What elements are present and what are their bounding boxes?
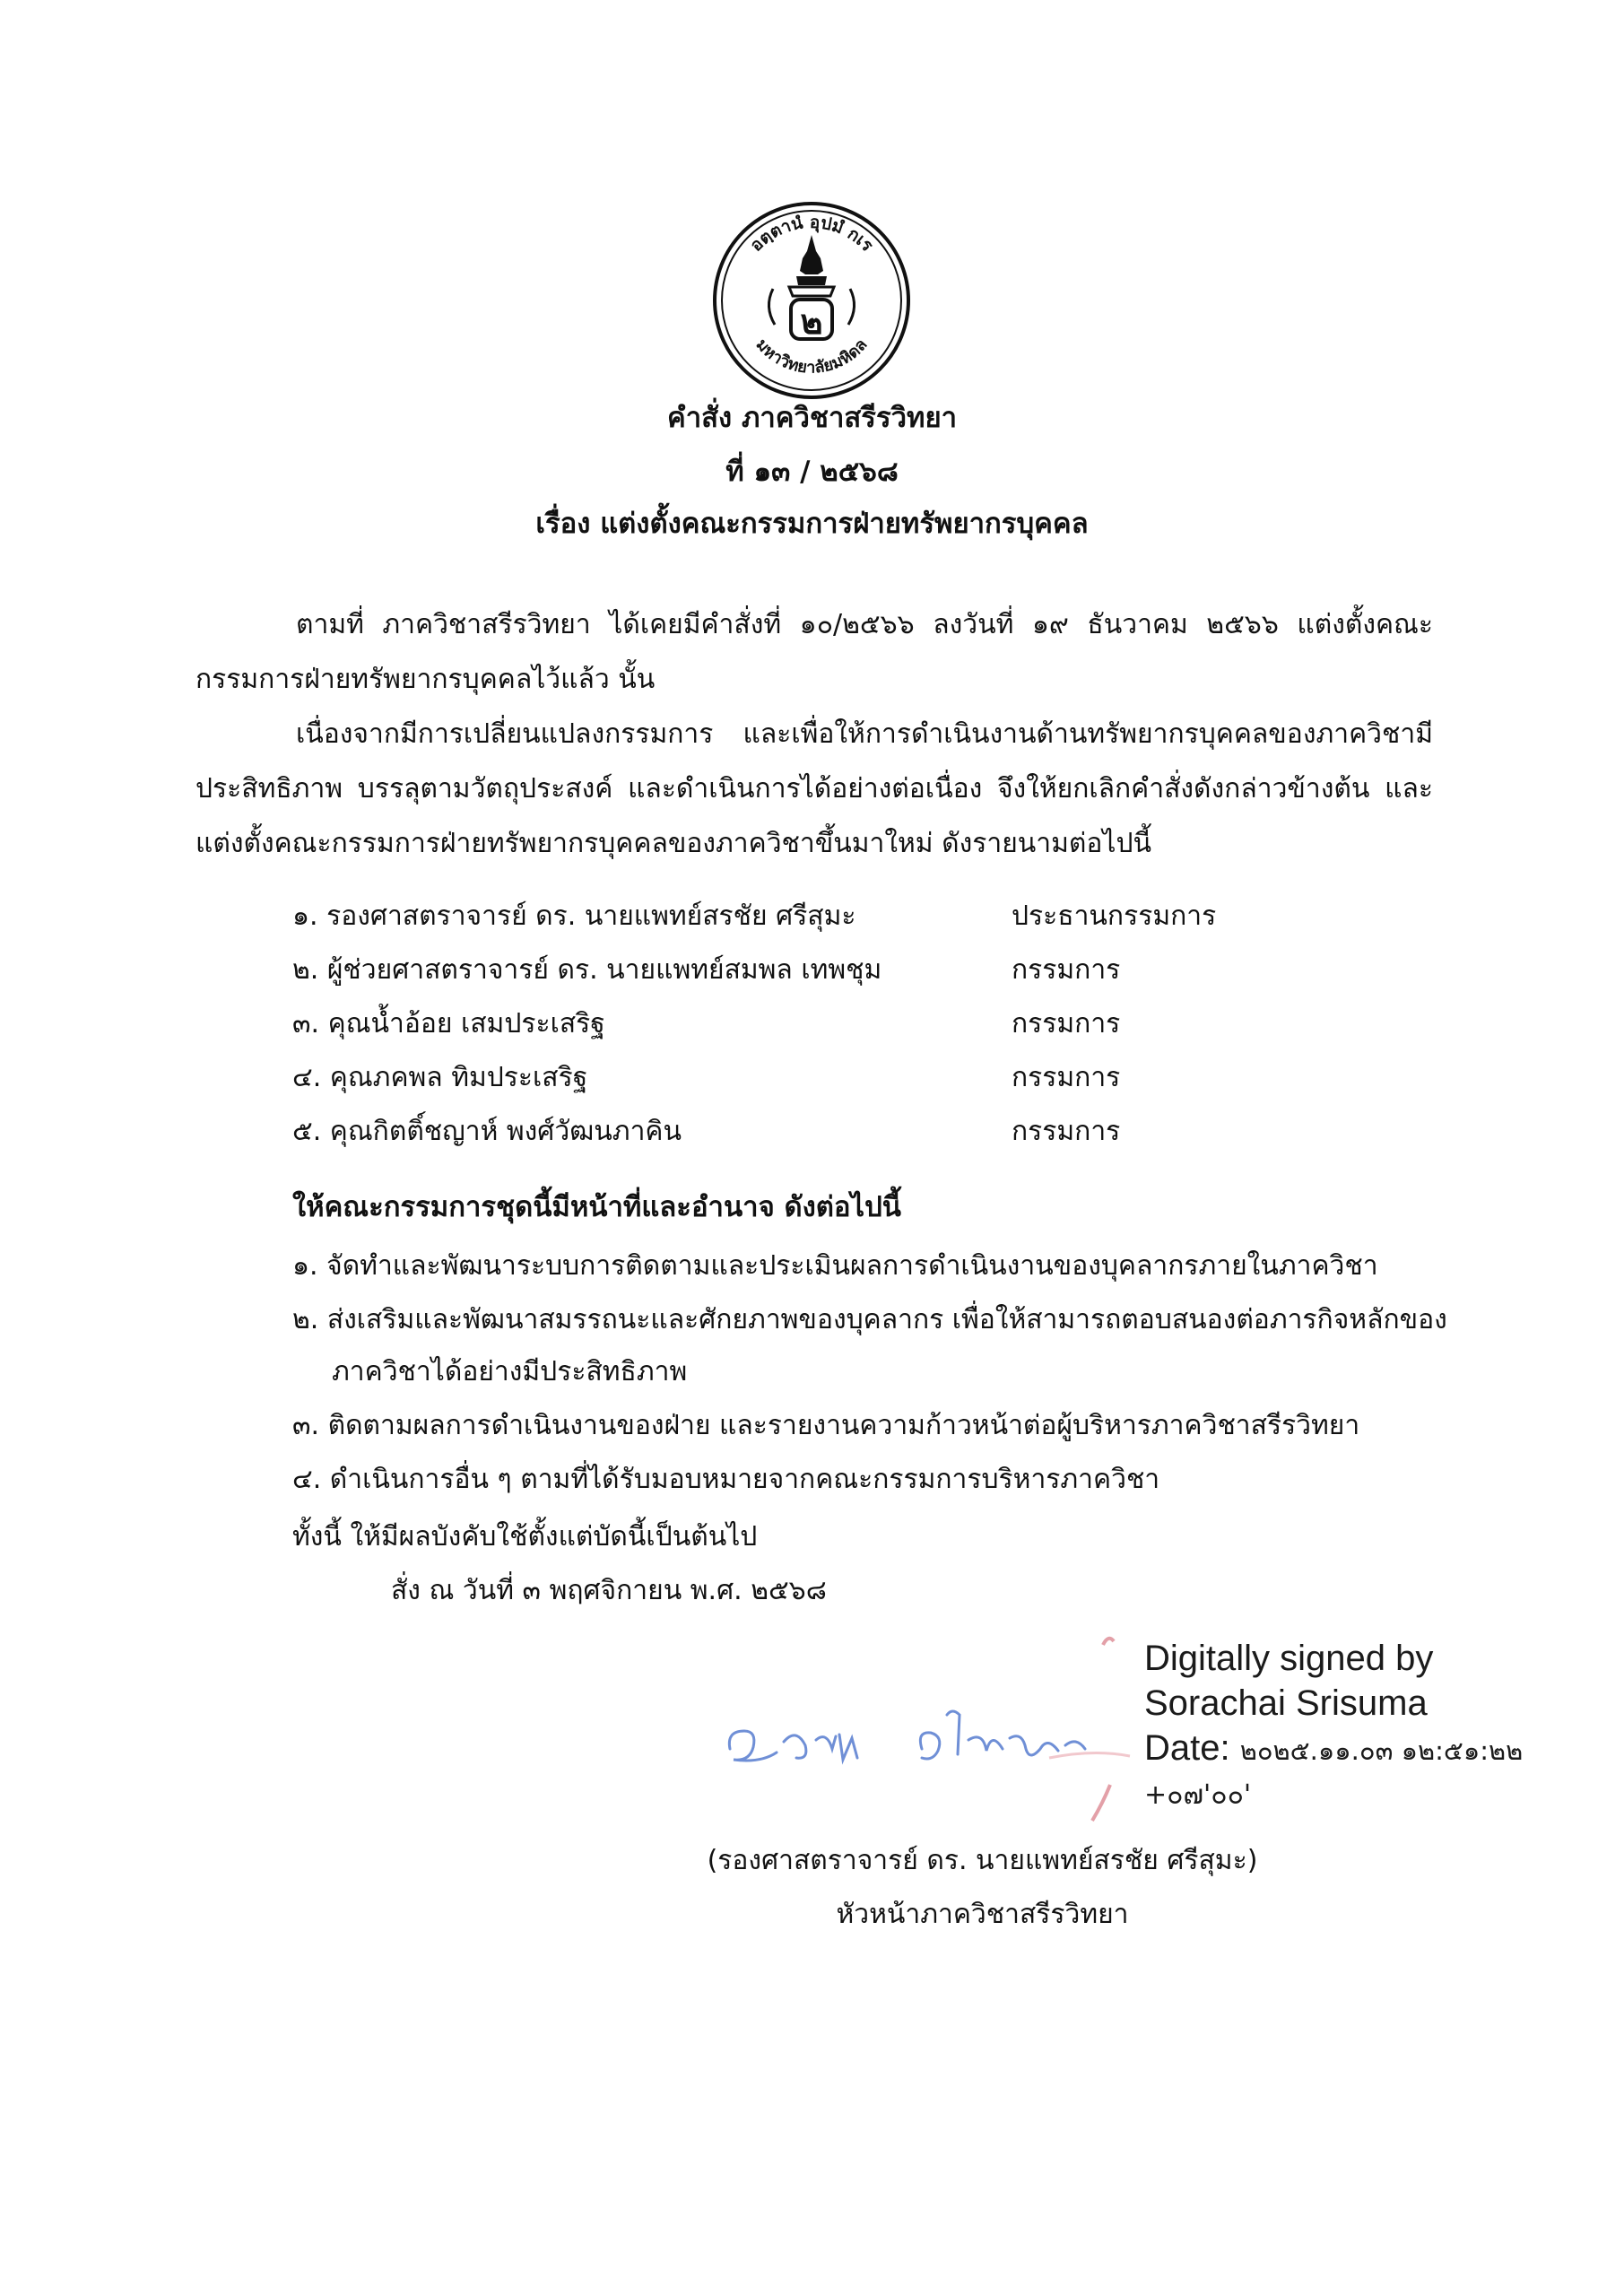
seal-top-text: อตฺตานํ อุปมํ กเร <box>746 212 877 256</box>
order-subject: เรื่อง แต่งตั้งคณะกรรมการฝ่ายทรัพยากรบุคคล <box>535 508 1089 540</box>
digital-signature <box>1144 1636 1523 1818</box>
signatory-position: หัวหน้าภาควิชาสรีรวิทยา <box>836 1899 1129 1930</box>
order-number: ที่ ๑๓ / ๒๕๖๘ <box>725 456 899 488</box>
member-3-name: ๓. คุณน้ำอ้อย เสมประเสริฐ <box>292 1008 605 1039</box>
duties-heading: ให้คณะกรรมการชุดนี้มีหน้าที่และอำนาจ ดังต่อไปนี้ <box>292 1191 902 1223</box>
duty-item-4: ๔. ดำเนินการอื่น ๆ ตามที่ได้รับมอบหมายจากคณะกรรมการบริหารภาควิชา <box>292 1464 1160 1495</box>
member-3-role: กรรมการ <box>1012 1008 1121 1039</box>
digital-signature-timezone: +๐๗'๐๐' <box>1144 1779 1252 1811</box>
member-4-name: ๔. คุณภคพล ทิมประเสริฐ <box>292 1062 588 1093</box>
member-4-role: กรรมการ <box>1012 1062 1121 1093</box>
order-date: สั่ง ณ วันที่ ๓ พฤศจิกายน พ.ศ. ๒๕๖๘ <box>391 1575 827 1606</box>
digital-signature-date: Date: ๒๐๒๕.๑๑.๐๓ ๑๒:๕๑:๒๒ <box>1144 1728 1524 1768</box>
digital-signature-name: Sorachai Srisuma <box>1144 1683 1428 1723</box>
paragraph-reason: เนื่องจากมีการเปลี่ยนแปลงกรรมการ และเพื่อให้การดำเนินงานด้านทรัพยากรบุคคลของภาควิชามีประสิทธิภาพ บรรลุตามวัตถุประสงค์ และดำเนินการได้อย่างต่อเนื่อง จึงให้ยกเลิกคำสั่งดังกล่าวข้างต้น และแต่งตั้งคณะกรรมการฝ่ายทรัพยากรบุคคลของภาควิชาขึ้นมาใหม่ ดังรายนามต่อไปนี้ <box>195 718 1433 859</box>
order-title: คำสั่ง ภาควิชาสรีรวิทยา <box>666 402 958 434</box>
duty-item-2-continuation: ภาควิชาได้อย่างมีประสิทธิภาพ <box>332 1356 688 1387</box>
member-1-name: ๑. รองศาสตราจารย์ ดร. นายแพทย์สรชัย ศรีสุมะ <box>292 900 856 932</box>
duty-item-1: ๑. จัดทำและพัฒนาระบบการติดตามและประเมินผลการดำเนินงานของบุคลากรภายในภาควิชา <box>292 1250 1378 1282</box>
duty-item-2: ๒. ส่งเสริมและพัฒนาสมรรถนะและศักยภาพของบุคลากร เพื่อให้สามารถตอบสนองต่อภารกิจหลักของ <box>292 1304 1447 1335</box>
member-2-role: กรรมการ <box>1012 954 1121 986</box>
handwritten-signature <box>717 1695 1112 1794</box>
paragraph-background: ตามที่ ภาควิชาสรีรวิทยา ได้เคยมีคำสั่งที่ ๑๐/๒๕๖๖ ลงวันที่ ๑๙ ธันวาคม ๒๕๖๖ แต่งตั้งคณะกรรมการฝ่ายทรัพยากรบุคคลไว้แล้ว นั้น <box>195 609 1433 695</box>
signatory-name: (รองศาสตราจารย์ ดร. นายแพทย์สรชัย ศรีสุมะ) <box>707 1845 1258 1876</box>
member-5-role: กรรมการ <box>1012 1116 1121 1147</box>
digital-signature-line1: Digitally signed by <box>1144 1639 1434 1678</box>
duty-item-3: ๓. ติดตามผลการดำเนินงานของฝ่าย และรายงานความก้าวหน้าต่อผู้บริหารภาควิชาสรีรวิทยา <box>292 1410 1360 1441</box>
member-5-name: ๕. คุณกิตติ์ชญาห์ พงศ์วัฒนภาคิน <box>292 1116 682 1147</box>
seal-bottom-text: มหาวิทยาลัยมหิดล <box>751 335 872 378</box>
member-2-name: ๒. ผู้ช่วยศาสตราจารย์ ดร. นายแพทย์สมพล เทพชุม <box>292 954 882 986</box>
university-seal <box>710 199 913 402</box>
effective-statement: ทั้งนี้ ให้มีผลบังคับใช้ตั้งแต่บัดนี้เป็นต้นไป <box>292 1521 758 1552</box>
member-1-role: ประธานกรรมการ <box>1012 900 1217 932</box>
seal-center-glyph: ๒ <box>800 302 823 342</box>
seal-emblem-icon <box>710 199 913 402</box>
